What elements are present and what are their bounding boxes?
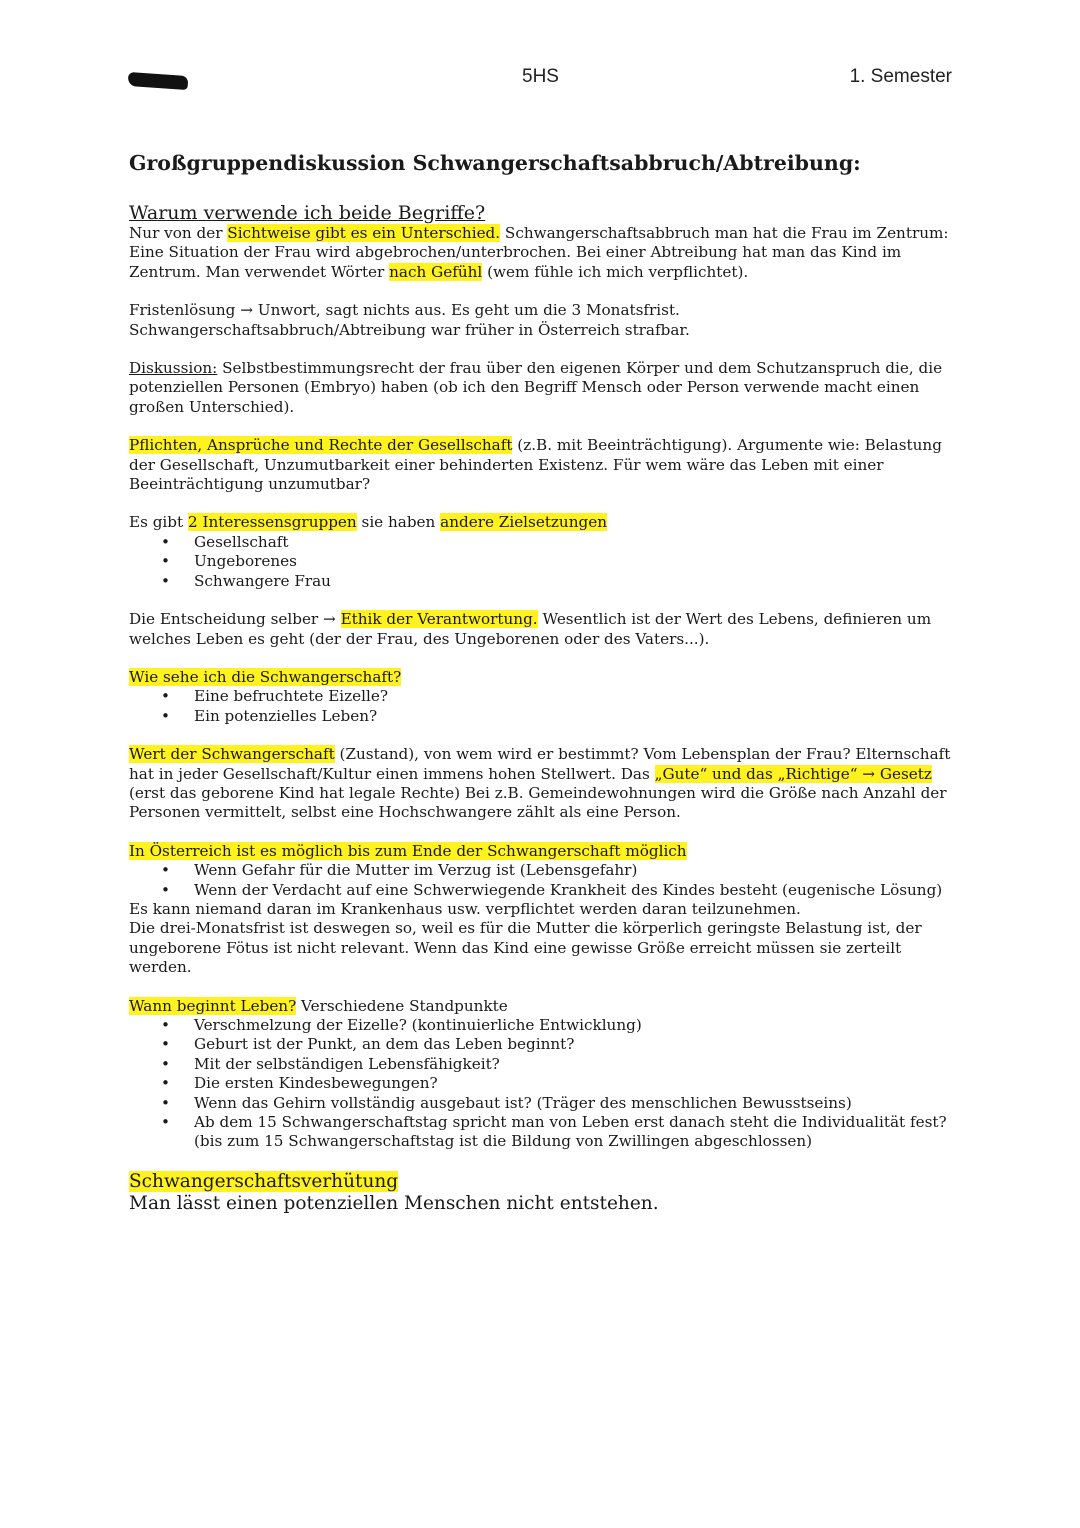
text: sie haben	[356, 513, 441, 532]
list-item: • Eine befruchtete Eizelle?	[194, 687, 959, 706]
highlight: Wert der Schwangerschaft	[129, 745, 335, 764]
highlight: Wie sehe ich die Schwangerschaft?	[129, 667, 402, 686]
highlight: „Gute“ und das „Richtige“ → Gesetz	[654, 764, 932, 783]
paragraph-oesterreich	[129, 842, 959, 861]
paragraph-diskussion	[129, 359, 959, 417]
section-begriffe	[129, 202, 959, 282]
paragraph: Es kann niemand daran im Krankenhaus usw. verpflichtet werden daran teilzunehmen.	[129, 899, 801, 918]
list-item: • Wenn der Verdacht auf eine Schwerwiegende Krankheit des Kindes besteht (eugenische Lösung)	[194, 881, 959, 900]
paragraph-fristenloesung	[129, 301, 959, 340]
list-item: • Geburt ist der Punkt, an dem das Leben beginnt?	[194, 1035, 959, 1054]
bullet-list	[129, 687, 959, 726]
list-item: • Verschmelzung der Eizelle? (kontinuierliche Entwicklung)	[194, 1016, 959, 1035]
document-title: Großgruppendiskussion Schwangerschaftsabbruch/Abtreibung:	[129, 151, 861, 175]
highlight: Wann beginnt Leben?	[129, 996, 297, 1015]
text: (Zustand), von wem wird er bestimmt? Vom Lebensplan der Frau? Elternschaft hat in jeder Gesellschaft/Kultur einen immens hohen Stellwert. Das	[129, 745, 951, 783]
highlight: Schwangerschaftsverhütung	[129, 1170, 399, 1192]
text: (erst das geborene Kind hat legale Rechte) Bei z.B. Gemeindewohnungen wird die Größe nach Anzahl der Personen vermittelt, selbst eine Hochschwangere zählt als eine Person.	[129, 783, 947, 822]
list-item: • Schwangere Frau	[194, 572, 959, 591]
section-heading: Warum verwende ich beide Begriffe?	[129, 202, 486, 224]
paragraph-schwangerschaft	[129, 668, 959, 687]
list-item: • Mit der selbständigen Lebensfähigkeit?	[194, 1055, 959, 1074]
header-semester: 1. Semester	[849, 66, 952, 87]
document-body	[129, 150, 959, 1215]
text: Nur von der	[129, 224, 228, 242]
list-item: • Ein potenzielles Leben?	[194, 707, 959, 726]
highlight: In Österreich ist es möglich bis zum Ende der Schwangerschaft möglich	[129, 841, 687, 860]
paragraph-pflichten	[129, 436, 959, 494]
text: Schwangerschaftsabbruch man hat die Frau im Zentrum: Eine Situation der Frau wird abgebrochen/unterbrochen. Bei einer Abtreibung hat man das Kind im Zentrum. Man verwendet Wörter	[129, 224, 949, 281]
paragraph-entscheidung	[129, 610, 959, 649]
bullet-list	[129, 861, 959, 900]
list-item: • Wenn Gefahr für die Mutter im Verzug ist (Lebensgefahr)	[194, 861, 959, 880]
list-item: • Die ersten Kindesbewegungen?	[194, 1074, 959, 1093]
bullet-list	[129, 533, 959, 591]
paragraph	[129, 224, 959, 282]
text: Es gibt	[129, 513, 188, 532]
text: Schwangerschaftsabbruch/Abtreibung war früher in Österreich strafbar.	[129, 320, 690, 339]
label: Diskussion:	[129, 359, 218, 378]
highlight: 2 Interessensgruppen	[187, 513, 357, 532]
redaction-mark	[128, 72, 189, 90]
text: Verschiedene Standpunkte	[296, 996, 508, 1015]
text: (wem fühle ich mich verpflichtet).	[482, 262, 749, 281]
highlight: nach Gefühl	[389, 262, 483, 281]
bullet-list	[129, 1016, 959, 1152]
header-class: 5HS	[522, 66, 559, 87]
paragraph-interessensgruppen	[129, 513, 959, 532]
highlight: andere Zielsetzungen	[440, 513, 607, 532]
paragraph-verhuetung	[129, 1171, 959, 1193]
paragraph-leben	[129, 997, 959, 1016]
text: Fristenlösung → Unwort, sagt nichts aus. Es geht um die 3 Monatsfrist.	[129, 301, 680, 320]
text: Selbstbestimmungsrecht der frau über den eigenen Körper und dem Schutzanspruch die, die potenziellen Personen (Embryo) haben (ob ich den Begriff Mensch oder Person verwende macht einen großen Unterschied).	[129, 359, 943, 416]
paragraph-wert	[129, 745, 959, 823]
list-item: • Gesellschaft	[194, 533, 959, 552]
paragraph: Die drei-Monatsfrist ist deswegen so, weil es für die Mutter die körperlich geringste Belastung ist, der ungeborene Fötus ist nicht relevant. Wenn das Kind eine gewisse Größe erreicht müssen sie zerteilt werden.	[129, 919, 922, 977]
text: Wesentlich ist der Wert des Lebens, definieren um welches Leben es geht (der der Frau, des Ungeborenen oder des Vaters...).	[129, 610, 932, 648]
text: Die Entscheidung selber →	[129, 610, 341, 629]
text: (z.B. mit Beeinträchtigung). Argumente wie: Belastung der Gesellschaft, Unzumutbarkeit einer behinderten Existenz. Für wem wäre das Leben mit einer Beeinträchtigung unzumutbar?	[129, 436, 942, 494]
list-item: • Ungeborenes	[194, 552, 959, 571]
page-header	[128, 66, 952, 94]
list-item: • Wenn das Gehirn vollständig ausgebaut ist? (Träger des menschlichen Bewusstseins)	[194, 1094, 959, 1113]
list-item: • Ab dem 15 Schwangerschaftstag spricht man von Leben erst danach steht die Individualität fest? (bis zum 15 Schwangerschaftstag ist die Bildung von Zwillingen abgeschlossen)	[194, 1113, 959, 1152]
paragraph: Man lässt einen potenziellen Menschen nicht entstehen.	[129, 1192, 659, 1214]
highlight: Ethik der Verantwortung.	[340, 610, 538, 629]
highlight: Sichtweise gibt es ein Unterschied.	[227, 224, 501, 242]
highlight: Pflichten, Ansprüche und Rechte der Gesellschaft	[129, 436, 513, 455]
